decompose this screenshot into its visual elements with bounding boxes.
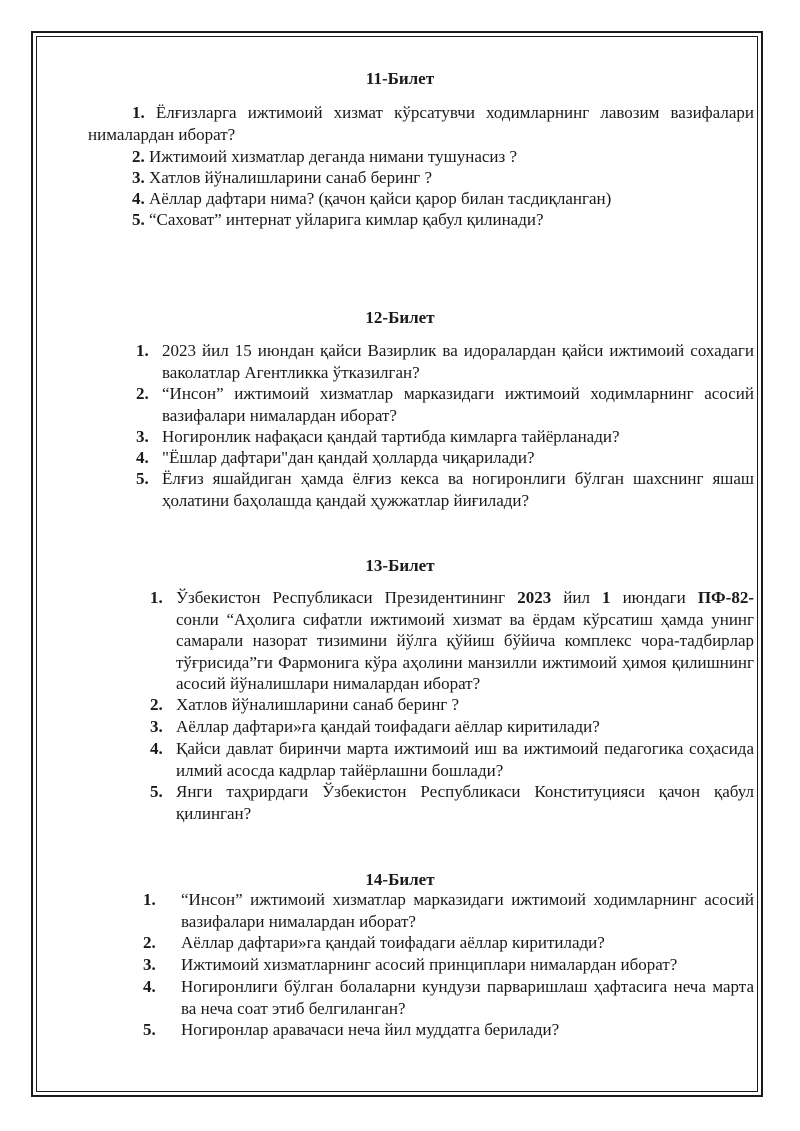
ticket-12-question-1 bbox=[136, 340, 754, 383]
ticket-12-title: 12-Билет bbox=[365, 308, 435, 327]
question-number: 3. bbox=[143, 955, 156, 974]
question-text: Хатлов йўналишларини санаб беринг ? bbox=[176, 695, 460, 714]
ticket-14-question-2 bbox=[143, 932, 754, 954]
question-number: 1. bbox=[150, 588, 163, 607]
ticket-12-question-3 bbox=[136, 426, 754, 448]
ticket-14-question-4 bbox=[143, 976, 754, 1019]
ticket-14-title: 14-Билет bbox=[365, 870, 435, 889]
ticket-13-question-5 bbox=[150, 781, 754, 824]
question-number: 5. bbox=[143, 1020, 156, 1039]
ticket-11-question-2 bbox=[132, 146, 754, 168]
question-text: Ижтимоий хизматларнинг асосий принциплари нималардан иборат? bbox=[181, 955, 678, 974]
question-number: 4. bbox=[136, 448, 149, 467]
ticket-13-question-4 bbox=[150, 738, 754, 781]
question-number: 2. bbox=[136, 384, 149, 403]
question-number: 2. bbox=[143, 933, 156, 952]
question-text: Ногиронлик нафақаси қандай тартибда кимларга тайёрланади? bbox=[162, 427, 620, 446]
question-number: 1. bbox=[143, 890, 156, 909]
question-number: 2. bbox=[132, 147, 145, 166]
question-text-part: июндаги bbox=[610, 588, 698, 607]
question-year: 2023 bbox=[517, 588, 552, 607]
question-day: 1 bbox=[602, 588, 611, 607]
ticket-13-question-1 bbox=[150, 587, 754, 695]
question-text: Ёлғизларга ижтимоий хизмат кўрсатувчи ходимларнинг лавозим вазифалари нималардан иборат? bbox=[88, 103, 754, 144]
question-text-part: сонли “Аҳолига сифатли ижтимоий хизмат ва ёрдам кўрсатиш ҳамда унинг самарали назорат тизимини йўлга қўйиш бўйича комплекс чора-тадбирлар тўғрисида”ги Фармонига кўра аҳолини манзилли ижтимоий ҳимоя қилишнинг асосий йўналишлари нималардан иборат? bbox=[176, 609, 754, 693]
question-number: 1. bbox=[136, 341, 149, 360]
question-number: 5. bbox=[136, 469, 149, 488]
ticket-11-question-3 bbox=[132, 167, 754, 189]
ticket-12-question-5 bbox=[136, 468, 754, 511]
question-number: 3. bbox=[150, 717, 163, 736]
question-text: “Саховат” интернат уйларига кимлар қабул қилинади? bbox=[149, 210, 544, 229]
question-number: 4. bbox=[143, 977, 156, 996]
question-text: “Инсон” ижтимоий хизматлар марказидаги ижтимоий ходимларнинг асосий вазифалари нималардан иборат? bbox=[162, 384, 754, 425]
ticket-14-question-1 bbox=[143, 889, 754, 932]
question-text: "Ёшлар дафтари"дан қандай ҳолларда чиқарилади? bbox=[162, 448, 535, 467]
question-text: Аёллар дафтари»га қандай тоифадаги аёллар киритилади? bbox=[176, 717, 600, 736]
question-text: Аёллар дафтари нима? (қачон қайси қарор билан тасдиқланган) bbox=[149, 189, 612, 208]
question-number: 1. bbox=[132, 103, 145, 122]
question-number: 4. bbox=[150, 739, 163, 758]
question-text-part: Ўзбекистон Республикаси Президентининг bbox=[176, 588, 518, 607]
ticket-13-title: 13-Билет bbox=[365, 556, 435, 575]
question-decree-number: ПФ-82- bbox=[697, 588, 754, 607]
question-number: 4. bbox=[132, 189, 145, 208]
question-text: Ёлғиз яшайдиган ҳамда ёлғиз кекса ва ногиронлиги бўлган шахснинг яшаш ҳолатини баҳолашда қандай ҳужжатлар йиғилади? bbox=[162, 469, 754, 510]
question-text: Ногиронлар аравачаси неча йил муддатга берилади? bbox=[181, 1020, 560, 1039]
ticket-12-question-2 bbox=[136, 383, 754, 426]
ticket-11-question-1 bbox=[88, 102, 754, 145]
question-number: 3. bbox=[132, 168, 145, 187]
question-text: Янги таҳрирдаги Ўзбекистон Республикаси Конституцияси қачон қабул қилинган? bbox=[176, 782, 754, 823]
question-text: Аёллар дафтари»га қандай тоифадаги аёллар киритилади? bbox=[181, 933, 605, 952]
question-number: 5. bbox=[150, 782, 163, 801]
question-text: Қайси давлат биринчи марта ижтимоий иш ва ижтимоий педагогика соҳасида илмий асосда кадрлар тайёрлашни бошлади? bbox=[176, 739, 754, 780]
question-text: Хатлов йўналишларини санаб беринг ? bbox=[149, 168, 433, 187]
ticket-12-question-4 bbox=[136, 447, 754, 469]
ticket-14-question-5 bbox=[143, 1019, 754, 1041]
question-text: “Инсон” ижтимоий хизматлар марказидаги ижтимоий ходимларнинг асосий вазифалари нималардан иборат? bbox=[181, 890, 754, 931]
question-text: Ногиронлиги бўлган болаларни кундузи парваришлаш ҳафтасига неча марта ва неча соат этиб белгиланган? bbox=[181, 977, 754, 1018]
ticket-13-question-3 bbox=[150, 716, 754, 738]
question-number: 3. bbox=[136, 427, 149, 446]
ticket-11-question-5 bbox=[132, 209, 754, 231]
ticket-13-question-2 bbox=[150, 694, 754, 716]
question-number: 5. bbox=[132, 210, 145, 229]
question-text-part: йил bbox=[551, 588, 603, 607]
ticket-11-question-4 bbox=[132, 188, 754, 210]
question-text: 2023 йил 15 июндан қайси Вазирлик ва идоралардан қайси ижтимоий сохадаги ваколатлар Агентликка ўтказилган? bbox=[162, 341, 754, 382]
question-text: Ижтимоий хизматлар деганда нимани тушунасиз ? bbox=[149, 147, 518, 166]
ticket-14-question-3 bbox=[143, 954, 754, 976]
question-number: 2. bbox=[150, 695, 163, 714]
ticket-11-title: 11-Билет bbox=[365, 69, 435, 88]
